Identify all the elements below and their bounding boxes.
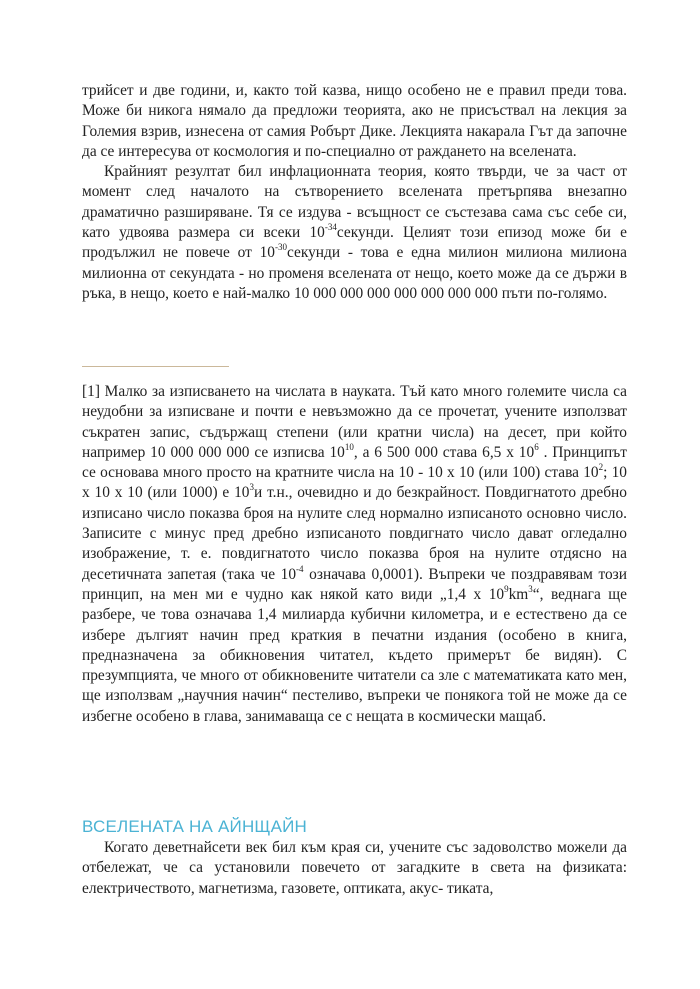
paragraph-1: трийсет и две години, и, както той казва, нищо особено не е правил преди това. Може би никога нямало да предложи теорията, ако не присъствал на лекция за Големия взрив, изнесена от самия Робърт Дике. Лекцията накарала Гът да започне да се интересува от космология и по-специално от раждането на вселената. <box>82 82 627 160</box>
section-paragraph: Когато деветнайсети век бил към края си, учените със задоволство можели да отбележат, че са установили повечето от загадките в света на физиката: електричеството, магнетизма, газовете, оптиката, акус- тиката, <box>82 839 627 897</box>
paragraph-2-part-c: секунди - това е една милион милиона милиона милионна от секундата - но променя вселената от нещо, което може да се държи в ръка, в нещо, което е най-малко 10 000 000 000 000 000 000 000 пъти по-голямо. <box>82 244 627 302</box>
section-body <box>82 838 627 899</box>
exponent: -30 <box>274 242 287 253</box>
paragraph-2-part-b: секунди. Целият този епизод може би е продължил не повече от 10 <box>82 224 627 262</box>
footnote-segment: и т.н., очевидно и до безкрайност. Повдигнатото дребно изписано число показва броя на нулите след нормално изписаното основно число. Записите с минус пред дребно изписаното повдигнато число дават огледално изображение, т. е. повдигнатото число показва броя на нулите отдясно на десетичната запетая (така че 10 <box>82 484 627 583</box>
footnote-segment: ; 10 x 10 x 10 (или 1000) е 10 <box>82 464 628 502</box>
exponent: 10 <box>344 441 354 452</box>
footnote <box>82 382 627 727</box>
footnote-text <box>82 382 627 727</box>
footnote-segment: означава 0,0001). Въпреки че поздравявам този принцип, на мен ми е чудно как някой като види „1,4 x 10 <box>82 565 627 603</box>
exponent: 9 <box>504 583 509 594</box>
footnote-separator <box>82 366 229 367</box>
body-text <box>82 81 627 304</box>
section-heading: ВСЕЛЕНАТА НА АЙНЩАЙН <box>82 817 307 836</box>
exponent: -4 <box>296 563 304 574</box>
footnote-segment: [1] Малко за изписването на числата в науката. Тъй като много големите числа са неудобни за изписване и почти е невъзможно да се прочетат, учените използват съкратен запис, съдържащ степени (или кратни числа) на десет, при който например 10 000 000 000 се изписва 10 <box>82 383 627 461</box>
exponent: 2 <box>598 462 604 473</box>
footnote-segment: “, веднага ще разбере, че това означава 1,4 милиарда кубични километра, и е естествено да се избере дългият начин пред краткия в печатни издания (особено в книга, предназначена за обикновения читател, където примерът бе видян). С презумпцията, че много от обикновените читатели са зле с математиката като мен, ще използвам „научния начин“ пестеливо, въпреки че понякога той не може да се избегне особено в глава, занимаваща се с нещата в космически мащаб. <box>82 585 627 725</box>
footnote-segment: km <box>508 585 529 603</box>
exponent: 3 <box>249 482 254 493</box>
footnote-segment: . Принципът се основава много просто на кратните числа на 10 - 10 x 10 (или 100) става 10 <box>82 443 627 482</box>
paragraph-2-part-a: Крайният резултат бил инфлационната теория, която твърди, че за част от момент след началото на сътворението вселената претърпява внезапно драматично разширяване. Тя се издува - всъщност се състезава сама със себе си, като удвоява размера си всеки 10 <box>82 163 627 242</box>
exponent: -34 <box>324 222 337 233</box>
exponent: 6 <box>534 441 539 452</box>
paragraph-2 <box>82 162 627 304</box>
exponent: 3 <box>528 583 533 594</box>
footnote-segment: , а 6 500 000 става 6,5 x 10 <box>353 443 535 461</box>
